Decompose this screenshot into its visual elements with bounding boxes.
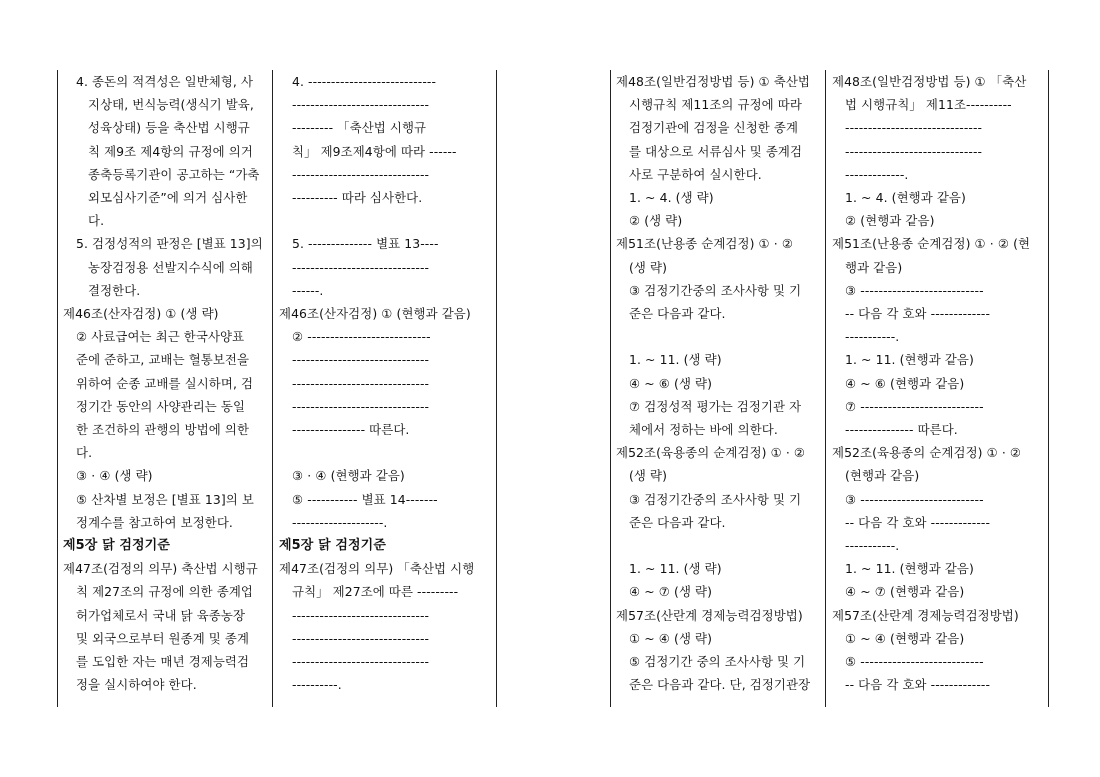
text-line: 제47조(검정의 의무) 축산법 시행규 (63, 561, 258, 577)
text-line: 제48조(일반검정방법 등) ① 「축산 (832, 74, 1027, 89)
text-line: 검정기관에 검정을 신청한 종계 (629, 120, 799, 136)
text-line: 칙 제27조의 규정에 의한 종계업 (76, 584, 253, 600)
text-line: 준은 다음과 같다. (629, 514, 726, 530)
text-line: 정기간 동안의 사양관리는 동일 (76, 398, 246, 414)
text-line: (생 략) (629, 259, 668, 275)
text-line (629, 326, 822, 348)
text-line: ⑤ 산차별 보정은 [별표 13]의 보 (76, 491, 254, 507)
text-line: ---------------- 따른다. (292, 422, 410, 437)
text-line: ② --------------------------- (292, 329, 431, 345)
text-line: 제48조(일반검정방법 등) ① 축산법 (616, 74, 810, 89)
text-line: 제46조(산자검정) ① (현행과 같음) (279, 306, 471, 321)
text-line: 농장검정용 선발지수식에 의해 (88, 259, 253, 275)
text-line: ③ --------------------------- (845, 491, 984, 507)
text-line: -- 다음 각 호와 ------------- (845, 514, 991, 530)
text-line: 시행규칙 제11조의 규정에 따라 (629, 97, 802, 113)
chapter-heading: 제5장 닭 검정기준 (279, 538, 387, 553)
text-line: ① ~ ④ (생 략) (629, 630, 713, 646)
text-line: ------------------------------ (845, 143, 983, 159)
text-line: ------------------------------ (292, 352, 430, 368)
text-line: 허가업체로서 국내 닭 육종농장 (76, 607, 246, 623)
text-line: 1. ~ 11. (생 략) (629, 352, 722, 368)
text-line: 법 시행규칙」 제11조---------- (845, 97, 1012, 113)
text-line: ④ ~ ⑦ (현행과 같음) (845, 584, 965, 600)
text-line: 정계수를 참고하여 보정한다. (76, 514, 233, 530)
text-line: ④ ~ ⑦ (생 략) (629, 584, 713, 600)
text-line: --------- 「축산법 시행규 (292, 120, 427, 136)
text-line: -----------. (845, 538, 900, 553)
text-line: -------------. (845, 166, 909, 182)
text-line: ------------------------------ (292, 97, 430, 113)
text-line: 제52조(육용종의 순계검정) ① · ② (832, 445, 1022, 461)
text-line: ------. (292, 282, 324, 298)
text-line: 준은 다음과 같다. (629, 306, 726, 321)
column-current-right (610, 70, 826, 707)
text-line: 5. -------------- 별표 13---- (292, 236, 439, 252)
text-line: ③ 검정기간중의 조사사항 및 기 (629, 282, 802, 298)
text-line: ⑦ --------------------------- (845, 398, 984, 414)
text-line: ③ --------------------------- (845, 282, 984, 298)
text-line: ----------. (292, 677, 342, 693)
text-line: --------------------. (292, 514, 388, 530)
text-line: 를 도입한 자는 매년 경제능력검 (76, 654, 250, 669)
text-line: 다. (88, 213, 105, 229)
text-line: 제47조(검정의 의무) 「축산법 시행 (279, 561, 475, 577)
text-line: ③ · ④ (생 략) (76, 468, 153, 484)
text-line: -- 다음 각 호와 ------------- (845, 306, 991, 321)
column-revised-left (274, 70, 497, 707)
text-line: 결정한다. (88, 282, 141, 298)
text-line: 성육상태) 등을 축산법 시행규 (88, 120, 250, 136)
text-line: 준은 다음과 같다. 단, 검정기관장 (629, 677, 811, 693)
text-line: ⑤ 검정기간 중의 조사사항 및 기 (629, 654, 806, 669)
text-line: ⑦ 검정성적 평가는 검정기관 자 (629, 398, 802, 414)
text-line: 1. ~ 4. (생 략) (629, 190, 714, 205)
text-line: ------------------------------ (292, 166, 430, 182)
text-line: 제51조(난용종 순계검정) ① · ② (현 (832, 236, 1031, 252)
text-line: 및 외국으로부터 원종계 및 종계 (76, 630, 250, 646)
text-line: 종축등록기관이 공고하는 “가축 (88, 166, 260, 182)
text-line (292, 442, 493, 464)
text-line: ---------- 따라 심사한다. (292, 190, 423, 205)
text-line: ① ~ ④ (현행과 같음) (845, 630, 965, 646)
text-line: ② (생 략) (629, 213, 683, 229)
text-line: 행과 같음) (845, 259, 903, 275)
text-line: 4. ---------------------------- (292, 74, 437, 89)
text-line: ------------------------------ (292, 259, 430, 275)
text-line: 제51조(난용종 순계검정) ① · ② (616, 236, 794, 252)
text-line: ③ 검정기간중의 조사사항 및 기 (629, 491, 802, 507)
text-line: ------------------------------ (292, 630, 430, 646)
text-line: 5. 검정성적의 판정은 [별표 13]의 (76, 236, 263, 252)
text-line: 1. ~ 11. (현행과 같음) (845, 352, 974, 368)
text-line: 칙」 제9조제4항에 따라 ------ (292, 143, 457, 159)
text-line: 한 조건하의 관행의 방법에 의한 (76, 422, 250, 437)
text-line: 외모심사기준”에 의거 심사한 (88, 190, 248, 205)
text-line: ② 사료급여는 최근 한국사양표 (76, 329, 245, 345)
text-line: (현행과 같음) (845, 468, 920, 484)
text-line: ------------------------------ (292, 398, 430, 414)
text-line: 위하여 순종 교배를 실시하며, 검 (76, 375, 254, 391)
text-line: ⑤ ----------- 별표 14------- (292, 491, 438, 507)
text-line: ------------------------------ (292, 607, 430, 623)
text-line: --------------- 따른다. (845, 422, 958, 437)
text-line: 지상태, 번식능력(생식기 발육, (88, 97, 254, 113)
text-line: 제46조(산자검정) ① (생 략) (63, 306, 219, 321)
text-line: ⑤ --------------------------- (845, 654, 984, 669)
text-line: 1. ~ 4. (현행과 같음) (845, 190, 966, 205)
text-line: 사로 구분하여 실시한다. (629, 166, 762, 182)
text-line (629, 535, 822, 557)
text-line: 칙 제9조 제4항의 규정에 의거 (88, 143, 253, 159)
text-line: -----------. (845, 329, 900, 345)
text-line: 1. ~ 11. (현행과 같음) (845, 561, 974, 577)
text-line: ④ ~ ⑥ (생 략) (629, 375, 713, 391)
text-line (292, 210, 493, 232)
text-line: 준에 준하고, 교배는 혈통보전을 (76, 352, 250, 368)
text-line: 제52조(육용종의 순계검정) ① · ② (616, 445, 806, 461)
text-line: (생 략) (629, 468, 668, 484)
text-line: -- 다음 각 호와 ------------- (845, 677, 991, 693)
text-line: 1. ~ 11. (생 략) (629, 561, 722, 577)
text-line: ④ ~ ⑥ (현행과 같음) (845, 375, 965, 391)
text-line: ------------------------------ (292, 654, 430, 669)
text-line: 체에서 정하는 바에 의한다. (629, 422, 778, 437)
column-current-left (57, 70, 273, 707)
chapter-heading: 제5장 닭 검정기준 (63, 538, 171, 553)
text-line: ------------------------------ (845, 120, 983, 136)
text-line: 를 대상으로 서류심사 및 종계검 (629, 143, 803, 159)
text-line: 다. (76, 445, 93, 461)
column-revised-right (827, 70, 1049, 707)
text-line: 제57조(산란계 경제능력검정방법) (616, 607, 803, 623)
text-line: ② (현행과 같음) (845, 213, 935, 229)
text-line: ③ · ④ (현행과 같음) (292, 468, 405, 484)
text-line: 규칙」 제27조에 따른 --------- (292, 584, 459, 600)
text-line: 제57조(산란계 경제능력검정방법) (832, 607, 1019, 623)
text-line: 정을 실시하여야 한다. (76, 677, 197, 693)
text-line: ------------------------------ (292, 375, 430, 391)
text-line: 4. 종돈의 적격성은 일반체형, 사 (76, 74, 254, 89)
